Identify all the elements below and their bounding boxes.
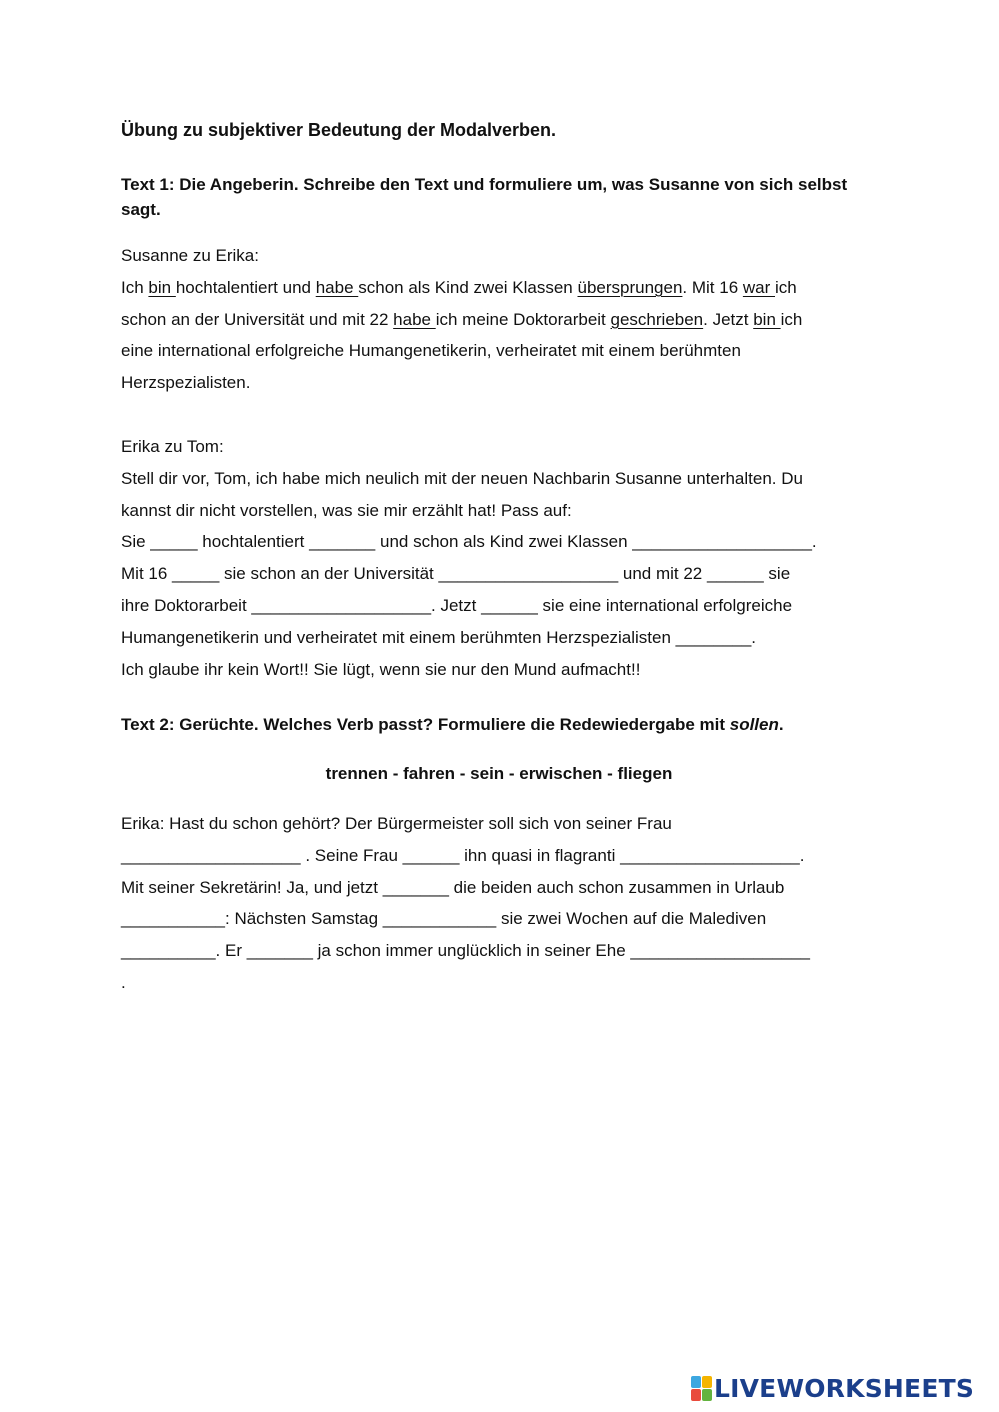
underlined-verb: geschrieben xyxy=(610,309,704,329)
erika-line: Stell dir vor, Tom, ich habe mich neulich mit der neuen Nachbarin Susanne unterhalten. Du xyxy=(121,468,803,488)
text2-task xyxy=(121,715,784,735)
text2-gap-line: ___________________ . Seine Frau ______ ihn quasi in flagranti ___________________. xyxy=(121,845,805,865)
text2-line: . xyxy=(121,972,126,992)
text2-section xyxy=(121,808,891,999)
erika-line: Ich glaube ihr kein Wort!! Sie lügt, wenn sie nur den Mund aufmacht!! xyxy=(121,659,641,679)
erika-gap-line: Sie _____ hochtalentiert _______ und schon als Kind zwei Klassen ___________________. xyxy=(121,532,817,552)
text1-task: Text 1: Die Angeberin. Schreibe den Text und formuliere um, was Susanne von sich selbst sagt. xyxy=(121,175,848,219)
text2-task-emphasis: sollen xyxy=(729,715,779,734)
susanne-line: Herzspezialisten. xyxy=(121,373,251,393)
speaker-susanne: Susanne zu Erika: xyxy=(121,246,259,265)
underlined-verb: übersprungen xyxy=(577,277,683,297)
liveworksheets-logo xyxy=(691,1374,974,1402)
susanne-line: Ich bin hochtalentiert und habe schon als Kind zwei Klassen übersprungen. Mit 16 war ich xyxy=(121,277,797,297)
liveworksheets-logo-icon xyxy=(691,1376,711,1400)
text1-susanne-section xyxy=(121,240,891,399)
text2-gap-line: ___________: Nächsten Samstag ____________ sie zwei Wochen auf die Malediven xyxy=(121,909,767,929)
susanne-line: eine international erfolgreiche Humangenetikerin, verheiratet mit einem berühmten xyxy=(121,341,741,361)
susanne-paragraph xyxy=(121,272,891,399)
verb-list: trennen - fahren - sein - erwischen - fliegen xyxy=(325,764,673,783)
underlined-verb: bin xyxy=(753,309,781,329)
underlined-verb: habe xyxy=(393,309,436,329)
erika-gap-line: Mit 16 _____ sie schon an der Universität ___________________ und mit 22 ______ sie xyxy=(121,564,791,584)
text1-erika-section xyxy=(121,431,891,685)
text2-gap-line: Mit seiner Sekretärin! Ja, und jetzt _______ die beiden auch schon zusammen in Urlaub xyxy=(121,877,785,897)
text2-line: Erika: Hast du schon gehört? Der Bürgermeister soll sich von seiner Frau xyxy=(121,814,672,833)
erika-gap-line: Humangenetikerin und verheiratet mit einem berühmten Herzspezialisten ________. xyxy=(121,627,757,647)
erika-gap-line: ihre Doktorarbeit ___________________. Jetzt ______ sie eine international erfolgreiche xyxy=(121,595,793,615)
text2-task-period: . xyxy=(778,715,784,734)
underlined-verb: bin xyxy=(148,277,176,297)
underlined-verb: habe xyxy=(315,277,359,297)
susanne-line: schon an der Universität und mit 22 habe ich meine Doktorarbeit geschrieben. Jetzt bin ich xyxy=(121,309,803,329)
logo-text: LIVEWORKSHEETS xyxy=(714,1373,975,1403)
text2-gap-line: __________. Er _______ ja schon immer unglücklich in seiner Ehe ___________________ xyxy=(121,941,811,961)
text2-task-text: Text 2: Gerüchte. Welches Verb passt? Formuliere die Redewiedergabe mit xyxy=(121,715,730,734)
erika-line: kannst dir nicht vorstellen, was sie mir erzählt hat! Pass auf: xyxy=(121,500,572,520)
underlined-verb: war xyxy=(742,277,776,297)
speaker-erika: Erika zu Tom: xyxy=(121,437,224,456)
worksheet-title: Übung zu subjektiver Bedeutung der Modalverben. xyxy=(121,120,557,140)
